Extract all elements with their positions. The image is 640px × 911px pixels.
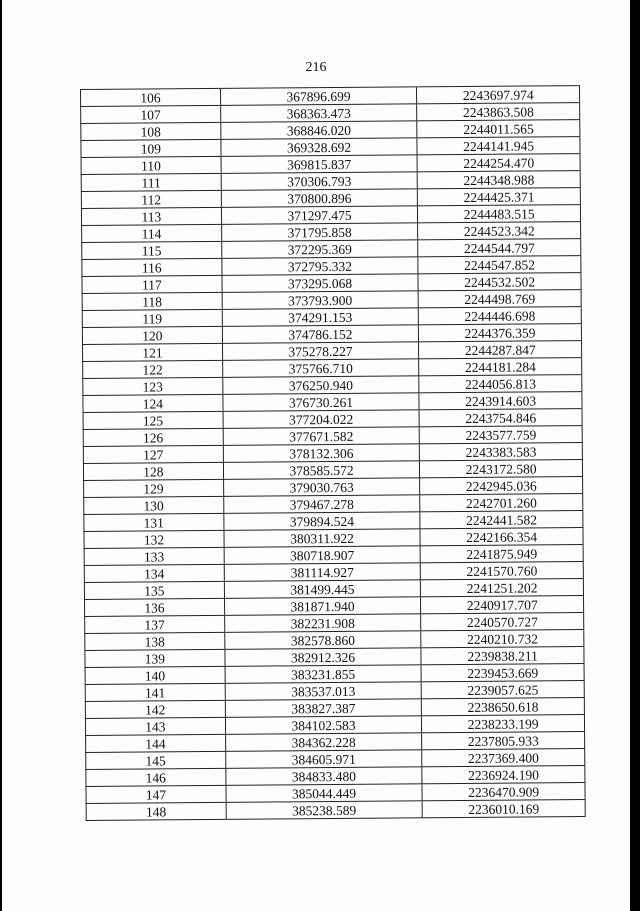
x-coordinate-cell: 384362.228	[226, 733, 423, 751]
point-number-cell: 139	[85, 650, 225, 667]
x-coordinate-cell: 383827.387	[226, 699, 423, 717]
point-number-cell: 112	[82, 191, 222, 208]
x-coordinate-cell: 375278.227	[223, 342, 420, 360]
y-coordinate-cell: 2240917.707	[421, 596, 584, 613]
x-coordinate-cell: 368846.020	[221, 121, 418, 139]
point-number-cell: 141	[86, 684, 226, 701]
y-coordinate-cell: 2244254.470	[418, 154, 581, 171]
point-number-cell: 136	[85, 599, 225, 616]
x-coordinate-cell: 380718.907	[224, 546, 421, 564]
x-coordinate-cell: 369328.692	[221, 138, 418, 156]
y-coordinate-cell: 2244523.342	[418, 222, 581, 239]
y-coordinate-cell: 2244547.852	[419, 256, 582, 273]
x-coordinate-cell: 368363.473	[221, 104, 418, 122]
x-coordinate-cell: 383537.013	[225, 682, 422, 700]
y-coordinate-cell: 2244181.284	[419, 358, 582, 375]
y-coordinate-cell: 2236470.909	[423, 783, 586, 800]
x-coordinate-cell: 376730.261	[223, 393, 420, 411]
point-number-cell: 129	[84, 480, 224, 497]
x-coordinate-cell: 378132.306	[224, 444, 421, 462]
point-number-cell: 114	[82, 225, 222, 242]
x-coordinate-cell: 381499.445	[225, 580, 422, 598]
x-coordinate-cell: 372295.369	[222, 240, 419, 258]
point-number-cell: 111	[82, 174, 222, 191]
point-number-cell: 123	[83, 378, 223, 395]
x-coordinate-cell: 384102.583	[226, 716, 423, 734]
x-coordinate-cell: 381871.940	[225, 597, 422, 615]
y-coordinate-cell: 2242701.260	[421, 494, 584, 511]
y-coordinate-cell: 2236924.190	[423, 766, 586, 783]
y-coordinate-cell: 2244376.359	[419, 324, 582, 341]
y-coordinate-cell: 2244011.565	[418, 120, 581, 137]
y-coordinate-cell: 2244425.371	[418, 188, 581, 205]
point-number-cell: 120	[83, 327, 223, 344]
y-coordinate-cell: 2237805.933	[422, 732, 585, 749]
y-coordinate-cell: 2242166.354	[421, 528, 584, 545]
x-coordinate-cell: 384605.971	[226, 750, 423, 768]
point-number-cell: 117	[82, 276, 222, 293]
x-coordinate-cell: 369815.837	[221, 155, 418, 173]
y-coordinate-cell: 2241570.760	[421, 562, 584, 579]
point-number-cell: 134	[85, 565, 225, 582]
x-coordinate-cell: 370800.896	[222, 189, 419, 207]
x-coordinate-cell: 373295.068	[222, 274, 419, 292]
table-row	[86, 800, 586, 821]
point-number-cell: 142	[86, 701, 226, 718]
y-coordinate-cell: 2237369.400	[423, 749, 586, 766]
point-number-cell: 127	[84, 446, 224, 463]
point-number-cell: 113	[82, 208, 222, 225]
x-coordinate-cell: 382231.908	[225, 614, 422, 632]
point-number-cell: 110	[82, 157, 222, 174]
x-coordinate-cell: 382912.326	[225, 648, 422, 666]
point-number-cell: 116	[82, 259, 222, 276]
point-number-cell: 131	[84, 514, 224, 531]
y-coordinate-cell: 2239453.669	[422, 664, 585, 681]
y-coordinate-cell: 2243863.508	[417, 103, 580, 120]
y-coordinate-cell: 2244532.502	[419, 273, 582, 290]
y-coordinate-cell: 2244287.847	[419, 341, 582, 358]
point-number-cell: 138	[85, 633, 225, 650]
y-coordinate-cell: 2236010.169	[423, 800, 586, 817]
point-number-cell: 109	[81, 140, 221, 157]
x-coordinate-cell: 370306.793	[221, 172, 418, 190]
y-coordinate-cell: 2244056.813	[420, 375, 583, 392]
y-coordinate-cell: 2243577.759	[420, 426, 583, 443]
y-coordinate-cell: 2242945.036	[420, 477, 583, 494]
point-number-cell: 140	[86, 667, 226, 684]
page-number: 216	[305, 60, 327, 75]
point-number-cell: 119	[83, 310, 223, 327]
point-number-cell: 135	[85, 582, 225, 599]
point-number-cell: 143	[86, 718, 226, 735]
x-coordinate-cell: 378585.572	[224, 461, 421, 479]
point-number-cell: 145	[86, 752, 226, 769]
x-coordinate-cell: 384833.480	[226, 767, 423, 785]
x-coordinate-cell: 379467.278	[224, 495, 421, 513]
point-number-cell: 106	[81, 89, 221, 106]
coordinates-table	[80, 85, 586, 821]
point-number-cell: 132	[84, 531, 224, 548]
x-coordinate-cell: 379030.763	[224, 478, 421, 496]
x-coordinate-cell: 380311.922	[224, 529, 421, 547]
point-number-cell: 146	[86, 769, 226, 786]
y-coordinate-cell: 2243172.580	[420, 460, 583, 477]
x-coordinate-cell: 376250.940	[223, 376, 420, 394]
point-number-cell: 137	[85, 616, 225, 633]
x-coordinate-cell: 374786.152	[223, 325, 420, 343]
point-number-cell: 125	[84, 412, 224, 429]
point-number-cell: 107	[81, 106, 221, 123]
x-coordinate-cell: 372795.332	[222, 257, 419, 275]
x-coordinate-cell: 383231.855	[225, 665, 422, 683]
x-coordinate-cell: 385044.449	[226, 784, 423, 802]
x-coordinate-cell: 371795.858	[222, 223, 419, 241]
y-coordinate-cell: 2243697.974	[417, 86, 580, 103]
x-coordinate-cell: 367896.699	[221, 87, 418, 105]
point-number-cell: 124	[83, 395, 223, 412]
point-number-cell: 118	[83, 293, 223, 310]
point-number-cell: 122	[83, 361, 223, 378]
y-coordinate-cell: 2240210.732	[422, 630, 585, 647]
x-coordinate-cell: 381114.927	[224, 563, 421, 581]
point-number-cell: 121	[83, 344, 223, 361]
point-number-cell: 148	[87, 803, 227, 820]
x-coordinate-cell: 379894.524	[224, 512, 421, 530]
x-coordinate-cell: 382578.860	[225, 631, 422, 649]
x-coordinate-cell: 373793.900	[222, 291, 419, 309]
point-number-cell: 128	[84, 463, 224, 480]
y-coordinate-cell: 2244498.769	[419, 290, 582, 307]
y-coordinate-cell: 2244544.797	[419, 239, 582, 256]
y-coordinate-cell: 2241875.949	[421, 545, 584, 562]
y-coordinate-cell: 2243383.583	[420, 443, 583, 460]
y-coordinate-cell: 2243914.603	[420, 392, 583, 409]
y-coordinate-cell: 2238233.199	[422, 715, 585, 732]
y-coordinate-cell: 2244141.945	[418, 137, 581, 154]
y-coordinate-cell: 2240570.727	[421, 613, 584, 630]
y-coordinate-cell: 2238650.618	[422, 698, 585, 715]
y-coordinate-cell: 2239838.211	[422, 647, 585, 664]
point-number-cell: 130	[84, 497, 224, 514]
y-coordinate-cell: 2239057.625	[422, 681, 585, 698]
x-coordinate-cell: 385238.589	[226, 801, 423, 819]
point-number-cell: 147	[86, 786, 226, 803]
x-coordinate-cell: 374291.153	[222, 308, 419, 326]
document-page	[2, 0, 630, 911]
point-number-cell: 108	[81, 123, 221, 140]
y-coordinate-cell: 2244483.515	[418, 205, 581, 222]
y-coordinate-cell: 2242441.582	[421, 511, 584, 528]
x-coordinate-cell: 375766.710	[223, 359, 420, 377]
point-number-cell: 115	[82, 242, 222, 259]
x-coordinate-cell: 377204.022	[223, 410, 420, 428]
y-coordinate-cell: 2244348.988	[418, 171, 581, 188]
y-coordinate-cell: 2241251.202	[421, 579, 584, 596]
x-coordinate-cell: 377671.582	[223, 427, 420, 445]
point-number-cell: 133	[85, 548, 225, 565]
point-number-cell: 144	[86, 735, 226, 752]
y-coordinate-cell: 2244446.698	[419, 307, 582, 324]
point-number-cell: 126	[84, 429, 224, 446]
x-coordinate-cell: 371297.475	[222, 206, 419, 224]
y-coordinate-cell: 2243754.846	[420, 409, 583, 426]
